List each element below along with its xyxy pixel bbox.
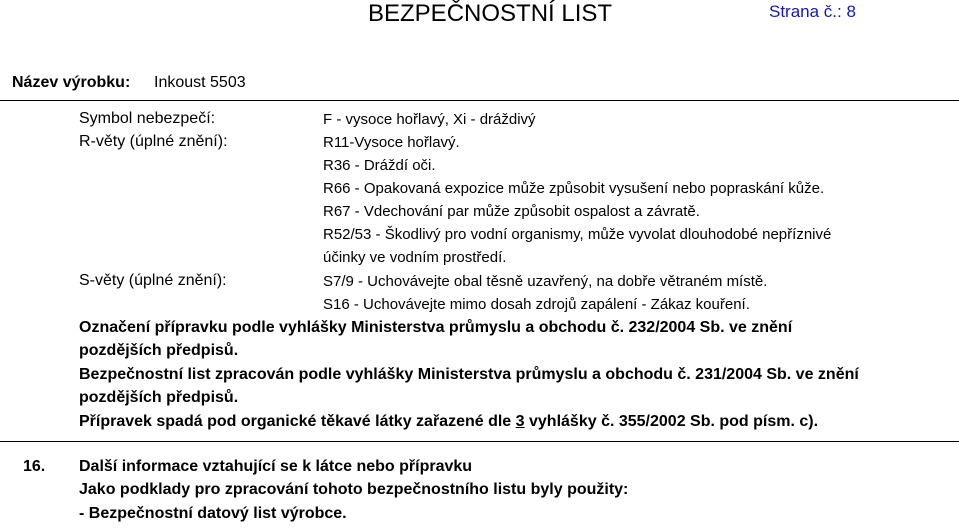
s-line: S7/9 - Uchovávejte obal těsně uzavřený, na dobře větraném místě. [323,273,768,290]
r-line: R36 - Dráždí oči. [323,157,436,174]
section-16-title: Další informace vztahující se k látce nebo přípravku [79,458,473,475]
s-sentences-label: S-věty (úplné znění): [79,272,227,289]
r-line: účinky ve vodním prostředí. [323,249,507,266]
labeling-note-line1: Označení přípravku podle vyhlášky Ministerstva průmyslu a obchodu č. 232/2004 Sb. ve znění [79,319,793,336]
voc-note [79,413,818,431]
voc-note-before: Přípravek spadá pod organické těkavé látky zařazené dle [79,413,516,430]
product-name-value: Inkoust 5503 [154,74,246,91]
r-line: R66 - Opakovaná expozice může způsobit vysušení nebo popraskání kůže. [323,180,825,197]
divider-top [0,100,959,101]
labeling-note-line2: pozdějších předpisů. [79,342,239,359]
r-line: R52/53 - Škodlivý pro vodní organismy, může vyvolat dlouhodobé nepříznivé [323,226,832,243]
product-name-label: Název výrobku: [12,74,131,91]
symbol-label: Symbol nebezpečí: [79,110,216,127]
document-title: BEZPEČNOSTNÍ LIST [368,0,613,27]
section-16-line2: - Bezpečnostní datový list výrobce. [79,505,347,522]
divider-bottom [0,441,959,442]
s-line: S16 - Uchovávejte mimo dosah zdrojů zapálení - Zákaz kouření. [323,296,750,313]
r-line: R67 - Vdechování par může způsobit ospalost a závratě. [323,203,700,220]
r-line: R11-Vysoce hořlavý. [323,134,460,151]
voc-note-after: vyhlášky č. 355/2002 Sb. pod písm. c). [524,413,819,430]
voc-note-number: 3 [515,413,525,430]
sds-note-line2: pozdějších předpisů. [79,389,239,406]
page-number: Strana č.: 8 [769,2,856,21]
section-16-number: 16. [23,458,46,475]
r-sentences-label: R-věty (úplné znění): [79,133,228,150]
symbol-value: F - vysoce hořlavý, Xi - dráždivý [323,111,536,128]
section-16-line1: Jako podklady pro zpracování tohoto bezpečnostního listu byly použity: [79,481,629,498]
sds-note-line1: Bezpečnostní list zpracován podle vyhlášky Ministerstva průmyslu a obchodu č. 231/2004 Sb. ve znění [79,366,859,383]
